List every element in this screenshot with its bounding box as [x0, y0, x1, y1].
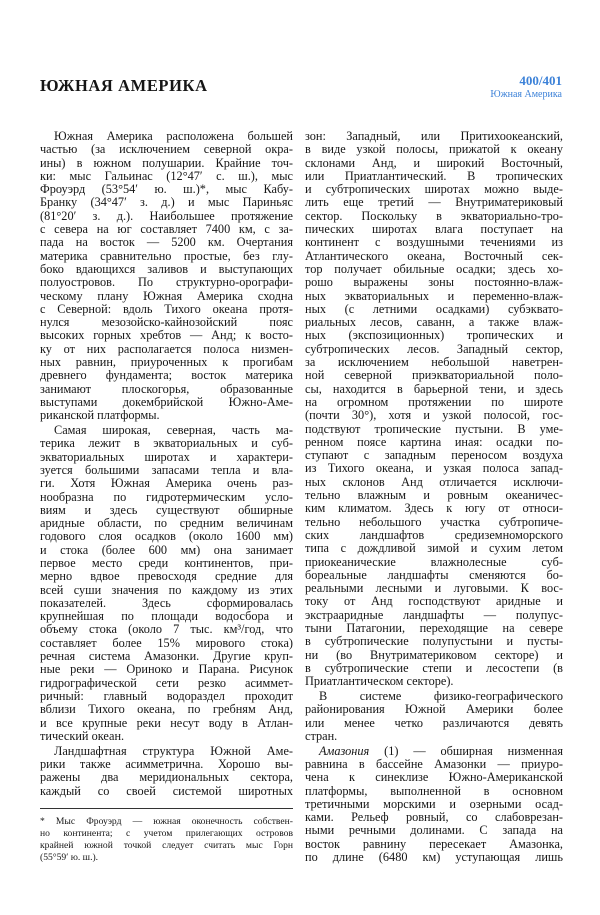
paragraph	[40, 745, 293, 798]
text-line: на огромном протяжении по широте	[305, 394, 563, 409]
text-line: составляет более 15% мирового стока)	[40, 635, 293, 650]
text-line: Приатлантическом секторе).	[305, 674, 454, 689]
text-line: ричный: главный водораздел проходит	[40, 688, 293, 703]
text-line: показателей. Здесь сформировалась	[40, 595, 293, 610]
text-line: материка сравнительно простые, без глу-	[40, 248, 293, 263]
text-line: ку от них располагается полоса низмен-	[40, 341, 293, 356]
text-line: или менее четко различаются девять	[305, 715, 563, 730]
text-line: ины) в южном полушарии. Крайние точ-	[40, 155, 293, 170]
text-line: мерно вдвое превосходя средние для	[40, 569, 293, 584]
text-line: Фроуэрд (53°54′ ю. ш.)*, мыс Кабу-	[40, 182, 293, 197]
left-text-column	[40, 130, 293, 799]
footnote-line: * Мыс Фроуэрд — южная оконечность собствен-	[40, 816, 293, 827]
text-line: ных экваториальных и переменно-влаж-	[305, 288, 563, 303]
text-line: зуется большими запасами тепла и вла-	[40, 462, 293, 477]
text-line: пада на восток — 5200 км. Очертания	[40, 235, 293, 250]
text-line: зон: Западный, или Притихоокеанский,	[305, 129, 563, 143]
text-line: подствуют тропические пустыни. В уме-	[305, 421, 563, 436]
text-line: ками. Рельеф ровный, со слабоврезан-	[305, 810, 563, 825]
text-line: равнина в бассейне Амазонки — приуро-	[305, 756, 563, 771]
text-line: ных склонов Анд отличается исключи-	[305, 474, 563, 489]
text-line: сектор. Поскольку в экваториально-тро-	[305, 208, 563, 223]
text-line: или Приатлантический. В тропических	[305, 168, 563, 183]
text-line: в субтропические полупустыни и пусты-	[305, 634, 563, 649]
text-line: В системе физико-географического	[319, 688, 563, 703]
text-line: первое место среди континентов, при-	[40, 556, 293, 570]
text-line: речная система Амазонки. Другие круп-	[40, 649, 293, 664]
footnote-line: (55°59′ ю. ш.).	[40, 852, 99, 863]
text-line: Атлантического океана, Восточный сек-	[305, 248, 563, 263]
text-line: ных (экспозиционных) тропических и	[305, 328, 563, 343]
paragraph	[305, 130, 563, 688]
text-line: всей суши значения по каждому из этих	[40, 582, 293, 597]
text-line: терика лежит в экваториальных и суб-	[40, 436, 293, 451]
text-line: субтропических лесов. Западный сектор,	[305, 341, 563, 356]
text-line: аридные области, по средним величинам	[40, 516, 293, 531]
text-line: бореальные ландшафты сменяются бо-	[305, 567, 563, 582]
page-title: ЮЖНАЯ АМЕРИКА	[40, 76, 208, 95]
text-line: Ландшафтная структура Южной Аме-	[54, 743, 293, 758]
text-line: вблизи Тихого океана, по гребням Анд,	[40, 702, 293, 717]
running-head: Южная Америка	[490, 89, 562, 100]
text-line: гидрографической сети резко асиммет-	[40, 675, 293, 690]
text-line: ренном поясе картина иная: осадки по-	[305, 434, 563, 449]
text-line: риальных лесов, саванн, а также влаж-	[305, 315, 563, 330]
text-line: нообразна по гидротермическим усло-	[40, 489, 293, 504]
text-line: нулся мезозойско-кайнозойский пояс	[40, 315, 293, 330]
text-span: (1) — обширная низменная	[369, 743, 563, 758]
paragraph	[305, 745, 563, 865]
text-line: ной северной приэкваториальной поло-	[305, 368, 563, 383]
text-line: рики также асимметрична. Хорошо вы-	[40, 756, 293, 771]
text-line: континент с воздушными течениями из	[305, 235, 563, 250]
text-line: ных равнин, приуроченных к прогибам	[40, 355, 293, 370]
text-line: экваториальных широтах и характери-	[40, 449, 293, 464]
text-line: ных (с летними осадками) субэквато-	[305, 301, 563, 316]
text-line: крупнейшая по площади водосбора и	[40, 609, 293, 624]
text-line: стран.	[305, 728, 338, 743]
footnote-divider	[40, 808, 293, 809]
text-line: ражены два меридиональных сектора,	[40, 770, 293, 785]
text-line: ских ландшафтов средиземноморского	[305, 527, 563, 542]
text-line: склонами Анд, и широкий Восточный,	[305, 155, 563, 170]
text-line: полуостровов. По структурно-орографи-	[40, 275, 293, 290]
text-line: тический океан.	[40, 728, 125, 743]
text-line: тор получает обильные осадки; здесь хо-	[305, 261, 563, 276]
text-line: тельно влажным и ровным океаничес-	[305, 488, 563, 503]
text-line: в виде узкой полосы, прижатой к океану	[305, 142, 563, 157]
text-line: ступают с западным переносом воздуха	[305, 448, 563, 463]
text-line: из Тихого океана, и узкая полоса запад-	[305, 461, 563, 476]
text-line: ги. Хотя Южная Америка очень раз-	[40, 476, 293, 491]
right-text-column	[305, 130, 563, 866]
text-line: Бранку (34°47′ з. д.) и мыс Париньяс	[40, 195, 293, 210]
text-line	[305, 745, 563, 758]
text-line: частью (за исключением северной окра-	[40, 142, 293, 157]
text-line: рошо выражены зоны постоянно-влаж-	[305, 275, 563, 290]
footnote	[40, 816, 293, 864]
text-line: чена к синеклизе Южно-Американской	[305, 770, 563, 785]
text-line: с Северной: вдоль Тихого океана протя-	[40, 301, 293, 316]
text-line: виям и здесь существуют обширные	[40, 502, 293, 517]
footnote-line: но континента; с учетом прилегающих островов	[40, 828, 293, 839]
text-line: и субтропических широтах можно выде-	[305, 182, 563, 197]
paragraph	[40, 424, 293, 743]
text-line: сы, находится в барьерной тени, и здесь	[305, 381, 563, 396]
text-line: выступами докембрийской Южно-Аме-	[40, 394, 293, 409]
text-line: занимают плоскогорья, образованные	[40, 381, 293, 396]
text-line: с севера на юг составляет 7400 км, с за-	[40, 222, 293, 237]
text-line: древнего фундамента; восток материка	[40, 368, 293, 383]
text-line: экстрааридные ландшафты — полупус-	[305, 607, 563, 622]
paragraph	[305, 690, 563, 743]
page-numbers: 400/401	[519, 73, 562, 88]
text-line: Южная Америка расположена большей	[54, 129, 293, 143]
text-line: восток равнину пересекает Амазонка,	[305, 836, 563, 851]
footnote-line: крайней южной точкой следует считать мыс Горн	[40, 840, 293, 851]
text-line: по длине (6480 км) уступающая лишь	[305, 850, 563, 865]
text-line: току от Анд господствуют аридные и	[305, 594, 563, 609]
text-line: третичными морскими и озерными осад-	[305, 796, 563, 811]
text-line: ными речными долинами. С запада на	[305, 823, 563, 838]
text-line: реальными лесными и луговыми. К вос-	[305, 581, 563, 596]
text-line: за исключением небольшой наветрен-	[305, 355, 563, 370]
text-line: (почти 30°), хотя и узкой полосой, гос-	[305, 408, 563, 423]
text-line: высоких горных хребтов — Анд; к восто-	[40, 328, 293, 343]
text-line: каждый со своей системой широтных	[40, 783, 293, 798]
paragraph	[40, 130, 293, 423]
text-line: тельно небольшого участка субтропиче-	[305, 514, 563, 529]
text-line: тыни Патагонии, переходящие на севере	[305, 620, 563, 635]
text-line: и стока (более 600 мм) она занимает	[40, 542, 293, 557]
text-line: (81°20′ з. д.). Наибольшее протяжение	[40, 208, 293, 223]
text-line: боко вдающихся заливов и выступающих	[40, 261, 293, 276]
region-term: Амазония	[319, 743, 370, 758]
text-line: ные реки — Ориноко и Парана. Рисунок	[40, 662, 293, 677]
text-line: платформы, выполненной в основном	[305, 783, 563, 798]
text-line: типа с дождливой зимой и сухим летом	[305, 541, 563, 556]
text-line: и все крупные реки несут воду в Атлан-	[40, 715, 293, 730]
text-line: годового слоя осадков (около 1600 мм)	[40, 529, 293, 544]
text-line: пических широтах влага поступает на	[305, 222, 563, 237]
text-line: ки: мыс Гальинас (12°47′ с. ш.), мыс	[40, 168, 293, 183]
text-line: приокеанические влажнолесные суб-	[305, 554, 563, 569]
text-line: ким климатом. Здесь к югу от относи-	[305, 501, 563, 516]
text-line: объему стока (около 7 тыс. км³/год, что	[40, 622, 293, 637]
text-line: лить еще третий — Внутриматериковый	[305, 195, 563, 210]
text-line: ни (во Внутриматериковом секторе) и	[305, 647, 563, 662]
text-line: ческому плану Южная Америка сходна	[40, 288, 293, 303]
text-line: в субтропические степи и лесостепи (в	[305, 660, 563, 675]
text-line: районирования Южной Америки более	[305, 702, 563, 717]
text-line: риканской платформы.	[40, 408, 160, 423]
text-line: Самая широкая, северная, часть ма-	[54, 423, 293, 438]
